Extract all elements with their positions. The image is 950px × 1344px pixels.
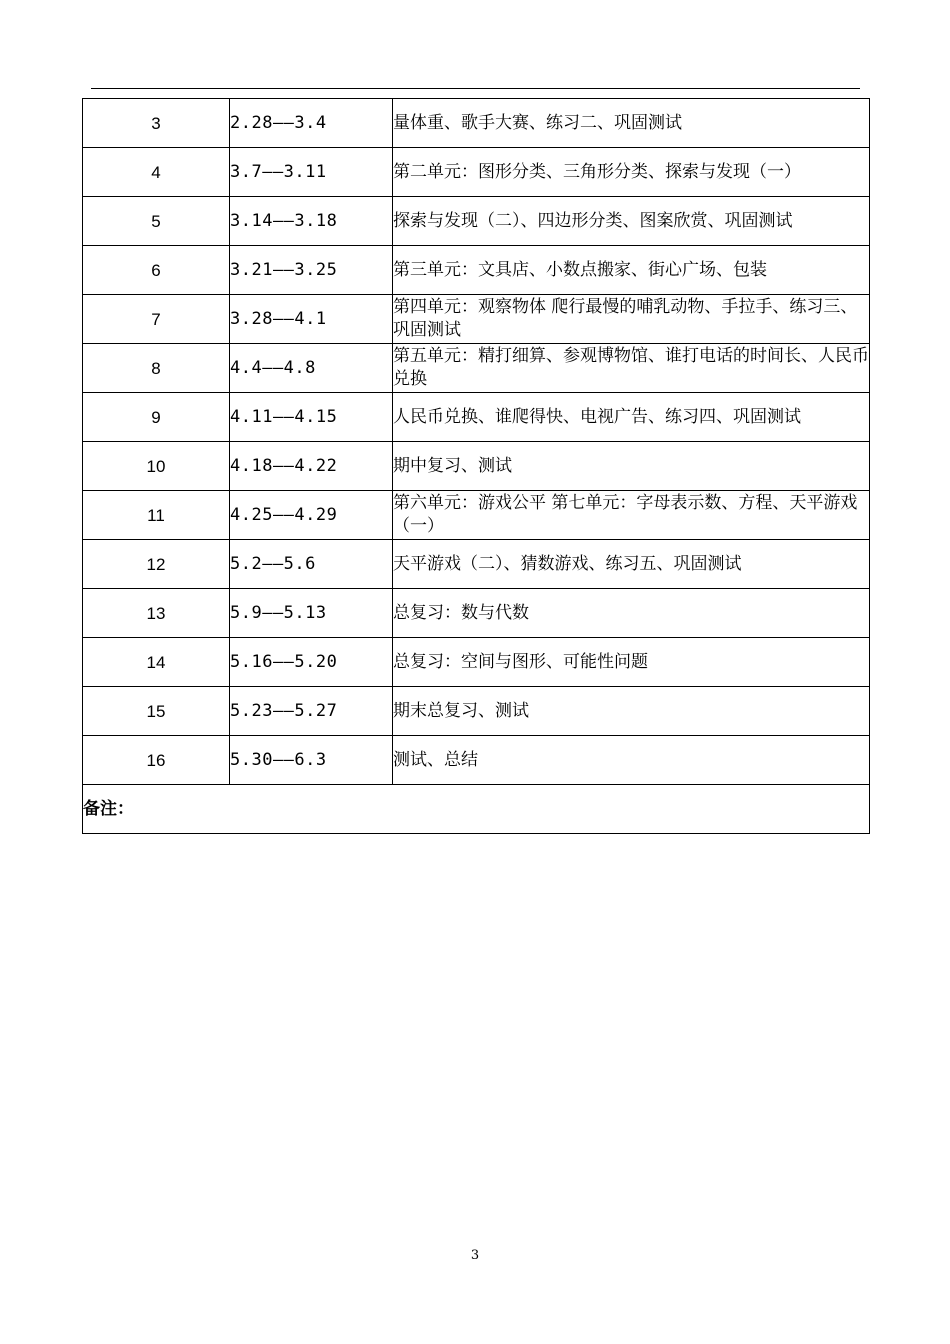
week-number: 4 [83,148,230,197]
date-range: 5.23——5.27 [230,687,393,736]
notes-row [83,785,870,834]
table-row [83,736,870,785]
lesson-content: 第四单元：观察物体 爬行最慢的哺乳动物、手拉手、练习三、巩固测试 [393,295,870,344]
date-range: 4.18——4.22 [230,442,393,491]
lesson-content: 天平游戏（二）、猜数游戏、练习五、巩固测试 [393,540,870,589]
date-range: 5.30——6.3 [230,736,393,785]
week-number: 14 [83,638,230,687]
table-row [83,295,870,344]
week-number: 5 [83,197,230,246]
week-number: 15 [83,687,230,736]
table-row [83,344,870,393]
table-row [83,99,870,148]
week-number: 13 [83,589,230,638]
date-range: 5.2——5.6 [230,540,393,589]
week-number: 10 [83,442,230,491]
lesson-content: 总复习：数与代数 [393,589,870,638]
lesson-content: 量体重、歌手大赛、练习二、巩固测试 [393,99,870,148]
week-number: 16 [83,736,230,785]
date-range: 4.11——4.15 [230,393,393,442]
date-range: 3.28——4.1 [230,295,393,344]
week-number: 8 [83,344,230,393]
page-number: 3 [470,1248,480,1263]
week-number: 9 [83,393,230,442]
lesson-content: 探索与发现（二）、四边形分类、图案欣赏、巩固测试 [393,197,870,246]
teaching-schedule-table [82,98,870,834]
table-row [83,442,870,491]
lesson-content: 期中复习、测试 [393,442,870,491]
lesson-content: 测试、总结 [393,736,870,785]
lesson-content: 期末总复习、测试 [393,687,870,736]
week-number: 3 [83,99,230,148]
notes-label: 备注： [83,785,870,834]
date-range: 5.9——5.13 [230,589,393,638]
week-number: 12 [83,540,230,589]
date-range: 3.7——3.11 [230,148,393,197]
date-range: 4.4——4.8 [230,344,393,393]
week-number: 7 [83,295,230,344]
table-row [83,393,870,442]
lesson-content: 第二单元：图形分类、三角形分类、探索与发现（一） [393,148,870,197]
date-range: 3.21——3.25 [230,246,393,295]
lesson-content: 人民币兑换、谁爬得快、电视广告、练习四、巩固测试 [393,393,870,442]
table-row [83,491,870,540]
date-range: 5.16——5.20 [230,638,393,687]
table-row [83,246,870,295]
table-row [83,148,870,197]
lesson-content: 总复习：空间与图形、可能性问题 [393,638,870,687]
table-row [83,638,870,687]
table-row [83,589,870,638]
table-row [83,197,870,246]
lesson-content: 第三单元：文具店、小数点搬家、街心广场、包装 [393,246,870,295]
date-range: 3.14——3.18 [230,197,393,246]
table-row [83,687,870,736]
table-row [83,540,870,589]
header-rule [91,88,860,89]
lesson-content: 第六单元：游戏公平 第七单元：字母表示数、方程、天平游戏（一） [393,491,870,540]
date-range: 2.28——3.4 [230,99,393,148]
week-number: 6 [83,246,230,295]
date-range: 4.25——4.29 [230,491,393,540]
lesson-content: 第五单元：精打细算、参观博物馆、谁打电话的时间长、人民币兑换 [393,344,870,393]
week-number: 11 [83,491,230,540]
